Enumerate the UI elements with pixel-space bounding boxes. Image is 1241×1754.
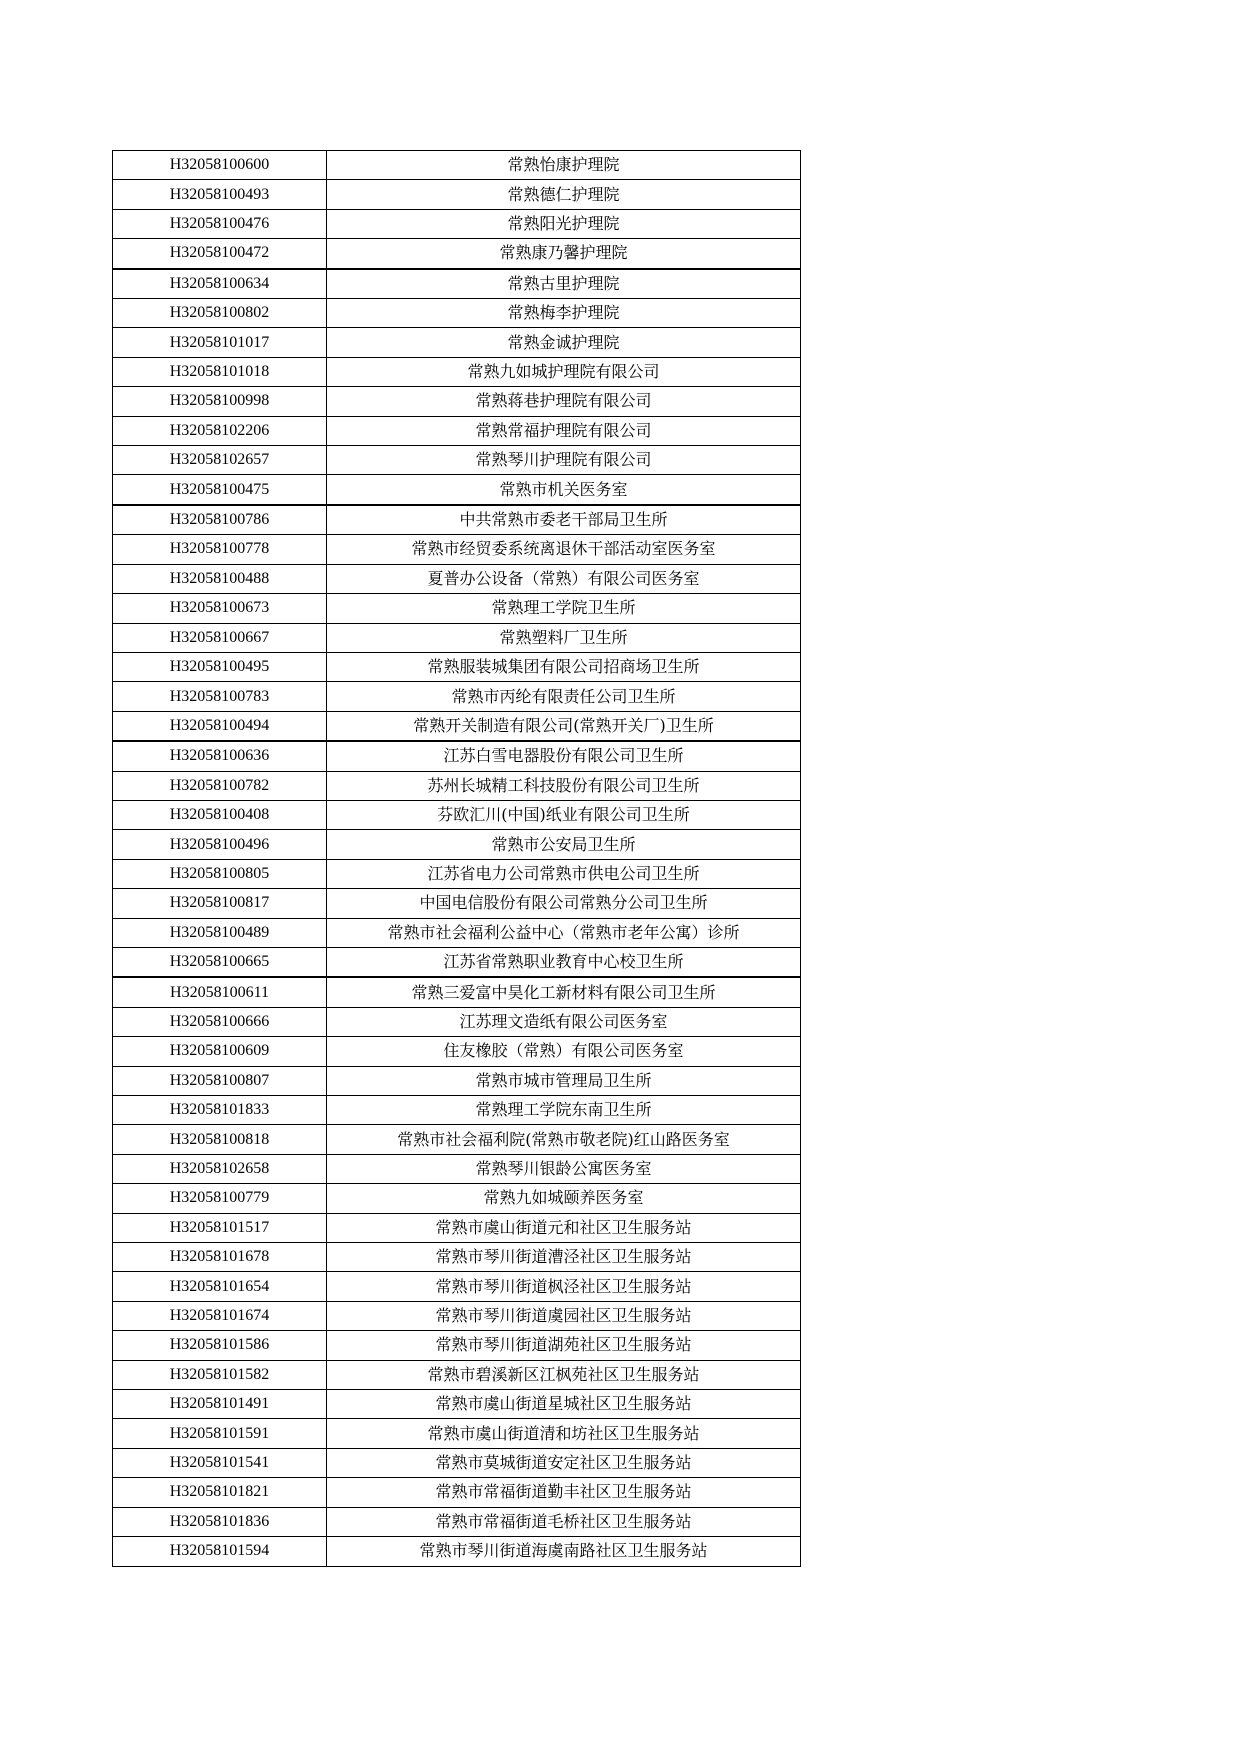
institution-name-cell: 常熟金诚护理院 [327, 328, 801, 357]
table-row [113, 1007, 801, 1036]
institution-code-cell: H32058101594 [113, 1537, 327, 1566]
table-row [113, 682, 801, 711]
institution-name-cell: 常熟市常福街道勤丰社区卫生服务站 [327, 1478, 801, 1507]
table-row [113, 889, 801, 918]
table-row [113, 1537, 801, 1566]
institution-name-cell: 常熟市虞山街道元和社区卫生服务站 [327, 1213, 801, 1242]
institution-name-cell: 江苏理文造纸有限公司医务室 [327, 1007, 801, 1036]
table-row [113, 387, 801, 416]
institution-name-cell: 常熟市公安局卫生所 [327, 830, 801, 859]
institution-code-cell: H32058100600 [113, 151, 327, 180]
institution-name-cell: 常熟市社会福利公益中心（常熟市老年公寓）诊所 [327, 918, 801, 947]
institution-code-cell: H32058100783 [113, 682, 327, 711]
institution-name-cell: 常熟市城市管理局卫生所 [327, 1066, 801, 1095]
table-row [113, 416, 801, 445]
institution-name-cell: 江苏省电力公司常熟市供电公司卫生所 [327, 859, 801, 888]
institution-code-cell: H32058101654 [113, 1272, 327, 1301]
table-row [113, 1125, 801, 1154]
table-row [113, 771, 801, 800]
institution-code-cell: H32058100779 [113, 1184, 327, 1213]
institution-code-cell: H32058100667 [113, 623, 327, 652]
institution-name-cell: 常熟市常福街道毛桥社区卫生服务站 [327, 1507, 801, 1536]
institution-name-cell: 江苏白雪电器股份有限公司卫生所 [327, 741, 801, 771]
table-row [113, 564, 801, 593]
institution-name-cell: 常熟市虞山街道清和坊社区卫生服务站 [327, 1419, 801, 1448]
institution-name-cell: 常熟古里护理院 [327, 269, 801, 299]
table-row [113, 977, 801, 1007]
table-row [113, 1301, 801, 1330]
table-row [113, 1478, 801, 1507]
institution-code-cell: H32058100496 [113, 830, 327, 859]
institution-name-cell: 常熟常福护理院有限公司 [327, 416, 801, 445]
table-row [113, 918, 801, 947]
institution-code-cell: H32058101821 [113, 1478, 327, 1507]
institution-name-cell: 常熟理工学院卫生所 [327, 594, 801, 623]
institution-code-cell: H32058100666 [113, 1007, 327, 1036]
institution-code-cell: H32058100805 [113, 859, 327, 888]
institution-code-cell: H32058100489 [113, 918, 327, 947]
institution-name-cell: 芬欧汇川(中国)纸业有限公司卫生所 [327, 800, 801, 829]
table-row [113, 1272, 801, 1301]
institution-code-cell: H32058100998 [113, 387, 327, 416]
institution-name-cell: 常熟九如城护理院有限公司 [327, 357, 801, 386]
table-row [113, 1213, 801, 1242]
institution-code-cell: H32058100472 [113, 239, 327, 269]
institution-code-cell: H32058100782 [113, 771, 327, 800]
institution-name-cell: 常熟琴川银龄公寓医务室 [327, 1154, 801, 1183]
table-row [113, 1448, 801, 1477]
table-row [113, 151, 801, 180]
institution-code-cell: H32058100807 [113, 1066, 327, 1095]
institution-code-cell: H32058100665 [113, 947, 327, 977]
institution-code-cell: H32058101541 [113, 1448, 327, 1477]
institution-name-cell: 常熟市琴川街道漕泾社区卫生服务站 [327, 1243, 801, 1272]
institution-code-cell: H32058100786 [113, 505, 327, 535]
table-row [113, 299, 801, 328]
institution-name-cell: 常熟塑料厂卫生所 [327, 623, 801, 652]
institution-code-cell: H32058101836 [113, 1507, 327, 1536]
table-row [113, 1331, 801, 1360]
institution-name-cell: 常熟三爱富中昊化工新材料有限公司卫生所 [327, 977, 801, 1007]
institution-code-cell: H32058101591 [113, 1419, 327, 1448]
institution-table-body [113, 151, 801, 1567]
table-row [113, 475, 801, 505]
table-row [113, 594, 801, 623]
institution-code-cell: H32058101674 [113, 1301, 327, 1330]
table-row [113, 328, 801, 357]
table-row [113, 1184, 801, 1213]
table-row [113, 1243, 801, 1272]
institution-name-cell: 常熟市莫城街道安定社区卫生服务站 [327, 1448, 801, 1477]
institution-code-cell: H32058102658 [113, 1154, 327, 1183]
table-row [113, 535, 801, 564]
institution-code-cell: H32058100476 [113, 209, 327, 238]
institution-name-cell: 中共常熟市委老干部局卫生所 [327, 505, 801, 535]
institution-code-cell: H32058101586 [113, 1331, 327, 1360]
table-row [113, 505, 801, 535]
institution-name-cell: 常熟市琴川街道湖苑社区卫生服务站 [327, 1331, 801, 1360]
institution-name-cell: 中国电信股份有限公司常熟分公司卫生所 [327, 889, 801, 918]
table-row [113, 446, 801, 475]
table-row [113, 269, 801, 299]
institution-code-cell: H32058101491 [113, 1390, 327, 1419]
institution-name-cell: 常熟市琴川街道枫泾社区卫生服务站 [327, 1272, 801, 1301]
institution-code-cell: H32058100673 [113, 594, 327, 623]
institution-name-cell: 常熟市丙纶有限责任公司卫生所 [327, 682, 801, 711]
table-row [113, 357, 801, 386]
institution-table [112, 150, 801, 1567]
institution-name-cell: 常熟蒋巷护理院有限公司 [327, 387, 801, 416]
table-row [113, 180, 801, 209]
institution-name-cell: 常熟服装城集团有限公司招商场卫生所 [327, 652, 801, 681]
institution-code-cell: H32058100488 [113, 564, 327, 593]
table-row [113, 711, 801, 741]
table-row [113, 947, 801, 977]
institution-code-cell: H32058100609 [113, 1037, 327, 1066]
institution-name-cell: 常熟理工学院东南卫生所 [327, 1096, 801, 1125]
table-row [113, 209, 801, 238]
table-row [113, 830, 801, 859]
institution-code-cell: H32058100493 [113, 180, 327, 209]
institution-code-cell: H32058100611 [113, 977, 327, 1007]
table-row [113, 800, 801, 829]
table-row [113, 1360, 801, 1389]
institution-name-cell: 常熟开关制造有限公司(常熟开关厂)卫生所 [327, 711, 801, 741]
institution-code-cell: H32058100778 [113, 535, 327, 564]
table-row [113, 239, 801, 269]
institution-name-cell: 常熟怡康护理院 [327, 151, 801, 180]
institution-name-cell: 住友橡胶（常熟）有限公司医务室 [327, 1037, 801, 1066]
institution-name-cell: 常熟德仁护理院 [327, 180, 801, 209]
institution-code-cell: H32058101833 [113, 1096, 327, 1125]
table-row [113, 1154, 801, 1183]
table-row [113, 1066, 801, 1095]
institution-name-cell: 常熟梅李护理院 [327, 299, 801, 328]
table-row [113, 741, 801, 771]
institution-code-cell: H32058101017 [113, 328, 327, 357]
institution-name-cell: 常熟市经贸委系统离退休干部活动室医务室 [327, 535, 801, 564]
institution-name-cell: 常熟琴川护理院有限公司 [327, 446, 801, 475]
institution-code-cell: H32058102206 [113, 416, 327, 445]
table-row [113, 859, 801, 888]
institution-code-cell: H32058101582 [113, 1360, 327, 1389]
institution-code-cell: H32058100818 [113, 1125, 327, 1154]
institution-code-cell: H32058100634 [113, 269, 327, 299]
institution-code-cell: H32058102657 [113, 446, 327, 475]
institution-code-cell: H32058101517 [113, 1213, 327, 1242]
institution-name-cell: 常熟市琴川街道海虞南路社区卫生服务站 [327, 1537, 801, 1566]
table-row [113, 1037, 801, 1066]
institution-name-cell: 常熟康乃馨护理院 [327, 239, 801, 269]
table-row [113, 652, 801, 681]
table-row [113, 1096, 801, 1125]
institution-code-cell: H32058100802 [113, 299, 327, 328]
institution-name-cell: 常熟市琴川街道虞园社区卫生服务站 [327, 1301, 801, 1330]
institution-code-cell: H32058101678 [113, 1243, 327, 1272]
institution-name-cell: 常熟阳光护理院 [327, 209, 801, 238]
table-row [113, 1419, 801, 1448]
table-row [113, 623, 801, 652]
institution-name-cell: 常熟市社会福利院(常熟市敬老院)红山路医务室 [327, 1125, 801, 1154]
institution-name-cell: 常熟九如城颐养医务室 [327, 1184, 801, 1213]
table-row [113, 1507, 801, 1536]
institution-code-cell: H32058100636 [113, 741, 327, 771]
institution-name-cell: 夏普办公设备（常熟）有限公司医务室 [327, 564, 801, 593]
institution-code-cell: H32058101018 [113, 357, 327, 386]
institution-name-cell: 常熟市碧溪新区江枫苑社区卫生服务站 [327, 1360, 801, 1389]
institution-name-cell: 江苏省常熟职业教育中心校卫生所 [327, 947, 801, 977]
institution-code-cell: H32058100817 [113, 889, 327, 918]
institution-code-cell: H32058100408 [113, 800, 327, 829]
institution-name-cell: 常熟市虞山街道星城社区卫生服务站 [327, 1390, 801, 1419]
institution-name-cell: 常熟市机关医务室 [327, 475, 801, 505]
institution-code-cell: H32058100495 [113, 652, 327, 681]
institution-name-cell: 苏州长城精工科技股份有限公司卫生所 [327, 771, 801, 800]
institution-code-cell: H32058100494 [113, 711, 327, 741]
table-row [113, 1390, 801, 1419]
institution-code-cell: H32058100475 [113, 475, 327, 505]
